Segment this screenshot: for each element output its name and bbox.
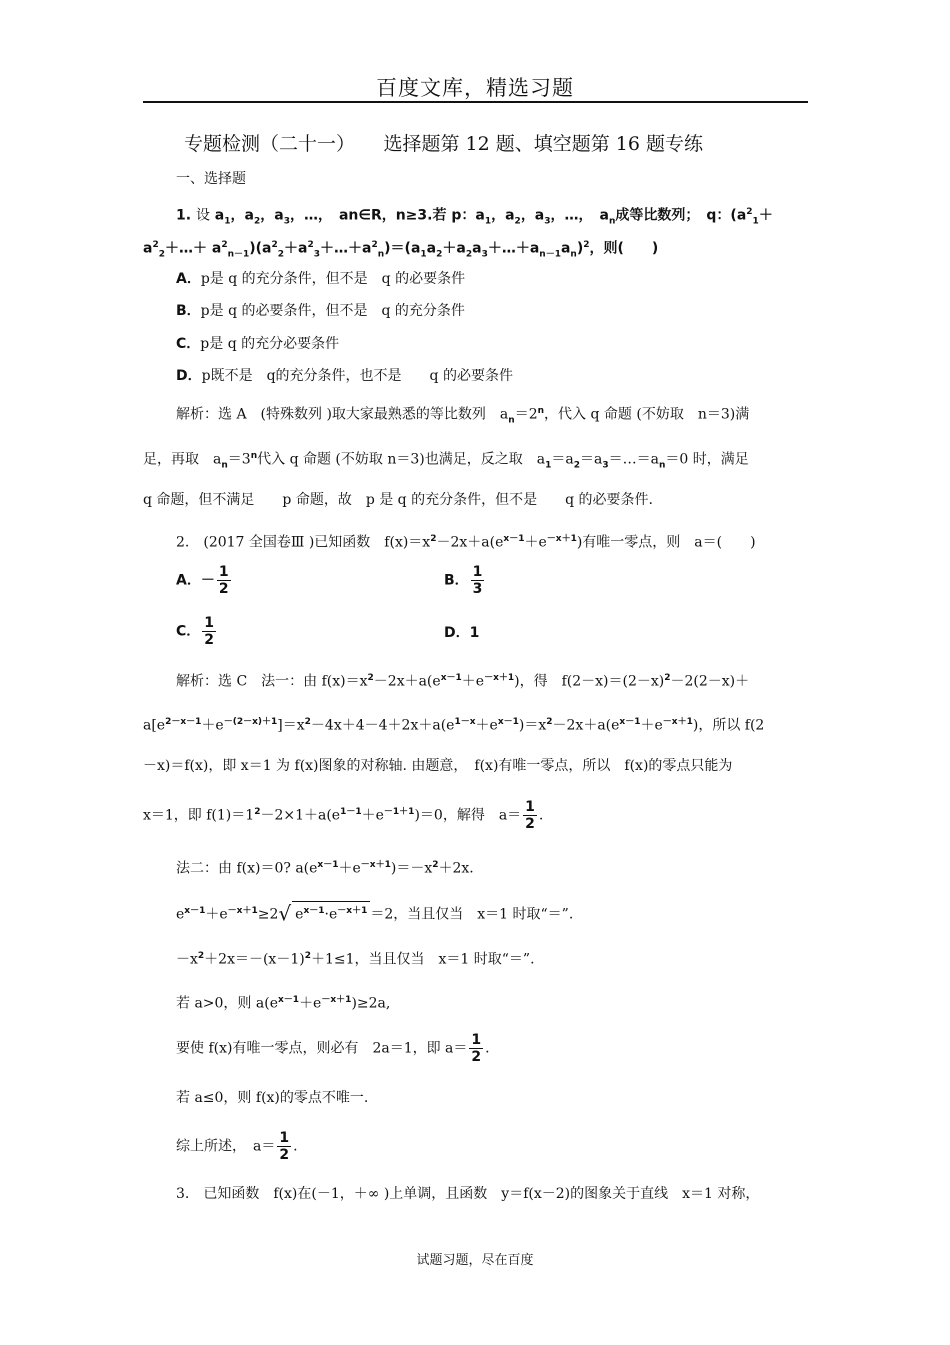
q2-stem: 2. (2017 全国卷Ⅲ )已知函数 $f(x)=x^2-2x+a(e^{x-1}+e^{-x+1})$有唯一零点，则 a＝( ) [176, 534, 756, 551]
q2-method2-line4: 若 a>0，则 $a(e^{x-1}+e^{-x+1})\ge 2a$, [176, 995, 391, 1012]
q2-solution-line1: 解析：选 C 法一：由 $f(x)=x^2-2x+a(e^{x-1}+e^{-x+1})$，得 $f(2-x)=(2-x)^2-2(2-x)+$ [176, 673, 750, 690]
q1-option-c: C．p是 q 的充分必要条件 [176, 336, 340, 352]
q1-solution-line2: 足，再取 $a_n=3^n$代入 q 命题 (不妨取 n＝3)也满足，反之取 $a_1=a_2=a_3=\dots=a_n=0$ 时，满足 [143, 451, 749, 471]
q1-option-b: B．p是 q 的必要条件，但不是 q 的充分条件 [176, 303, 465, 319]
q1-option-d: D．p既不是 q的充分条件，也不是 q 的必要条件 [176, 368, 513, 384]
q2-option-a: A．－ $\frac{1}{2}$ [176, 564, 229, 597]
q2-option-d: D．1 [444, 625, 480, 641]
q3-stem: 3. 已知函数 f(x)在(－1，＋∞ )上单调，且函数 y＝f(x－2)的图象关于直线 x＝1 对称， [176, 1186, 760, 1202]
q2-method2-line2: $e^{x-1}+e^{-x+1}\ge 2√$ $e^{x-1}\cdot e^{-x+1} =2$，当且仅当 x＝1 时取“＝”. [176, 901, 574, 926]
q2-solution-line2: $a[e^{2-x-1}+e^{-(2-x)+1}]=x^2-4x+4-4+2x+a(e^{1-x}+e^{x-1})=x^2-2x+a(e^{x-1}+e^{-x+1})$，所以 f(2 [143, 717, 765, 734]
q2-method2-line3: $-x^2+2x=-(x-1)^2+1\le 1$，当且仅当 x＝1 时取“＝”. [176, 951, 535, 968]
q1-stem-line1: 1. 设 $a_1$，$a_2$，$a_3$，…， an∈R，n≥3.若 p：$a_1$，$a_2$，$a_3$，…， $a_n$成等比数列； q：($a^2_1+$ [176, 207, 773, 227]
q1-solution-line3: q 命题，但不满足 p 命题，故 p 是 q 的充分条件，但不是 q 的必要条件. [143, 492, 653, 508]
q2-option-c: C． $\frac{1}{2}$ [176, 615, 215, 648]
q1-stem-line2: $a^2_2+\dots+$ $a^2_{n-1})(a^2_2+a^2_3+\dots+a^2_n)=(a_1a_2+a_2a_3+\dots+a_{n-1}a_n)^2$，则( ) [143, 240, 659, 260]
page-footer: 试题习题，尽在百度 [416, 1253, 534, 1268]
q2-method2-line1: 法二：由 f(x)＝0? $a(e^{x-1}+e^{-x+1})=-x^2+2x$. [176, 860, 474, 877]
header-divider [143, 101, 808, 103]
q2-solution-line4: x＝1，即 $f(1)=1^2-2\times 1+a(e^{1-1}+e^{-1+1})=0$，解得 a＝ $\frac{1}{2}$ . [143, 799, 544, 832]
q1-solution-line1: 解析：选 A (特殊数列 )取大家最熟悉的等比数列 $a_n=2^n$，代入 q 命题 (不妨取 n＝3)满 [176, 406, 750, 426]
q2-method2-line6: 若 a≤0，则 f(x)的零点不唯一. [176, 1090, 369, 1106]
section-heading: 一、选择题 [176, 171, 246, 187]
document-title: 专题检测（二十一） 选择题第 12 题、填空题第 16 题专练 [184, 133, 704, 155]
q1-option-a: A．p是 q 的充分条件，但不是 q 的必要条件 [176, 271, 466, 287]
q2-option-b: B． $\frac{1}{3}$ [444, 564, 483, 597]
page-header: 百度文库，精选习题 [376, 76, 574, 100]
q2-method2-conclusion: 综上所述， a＝ $\frac{1}{2}$ . [176, 1130, 298, 1163]
q2-method2-line5: 要使 f(x)有唯一零点，则必有 2a＝1，即 a＝ $\frac{1}{2}$ . [176, 1032, 490, 1065]
q2-solution-line3: －x)＝f(x)，即 x＝1 为 f(x)图象的对称轴. 由题意， f(x)有唯一零点，所以 f(x)的零点只能为 [143, 758, 733, 774]
